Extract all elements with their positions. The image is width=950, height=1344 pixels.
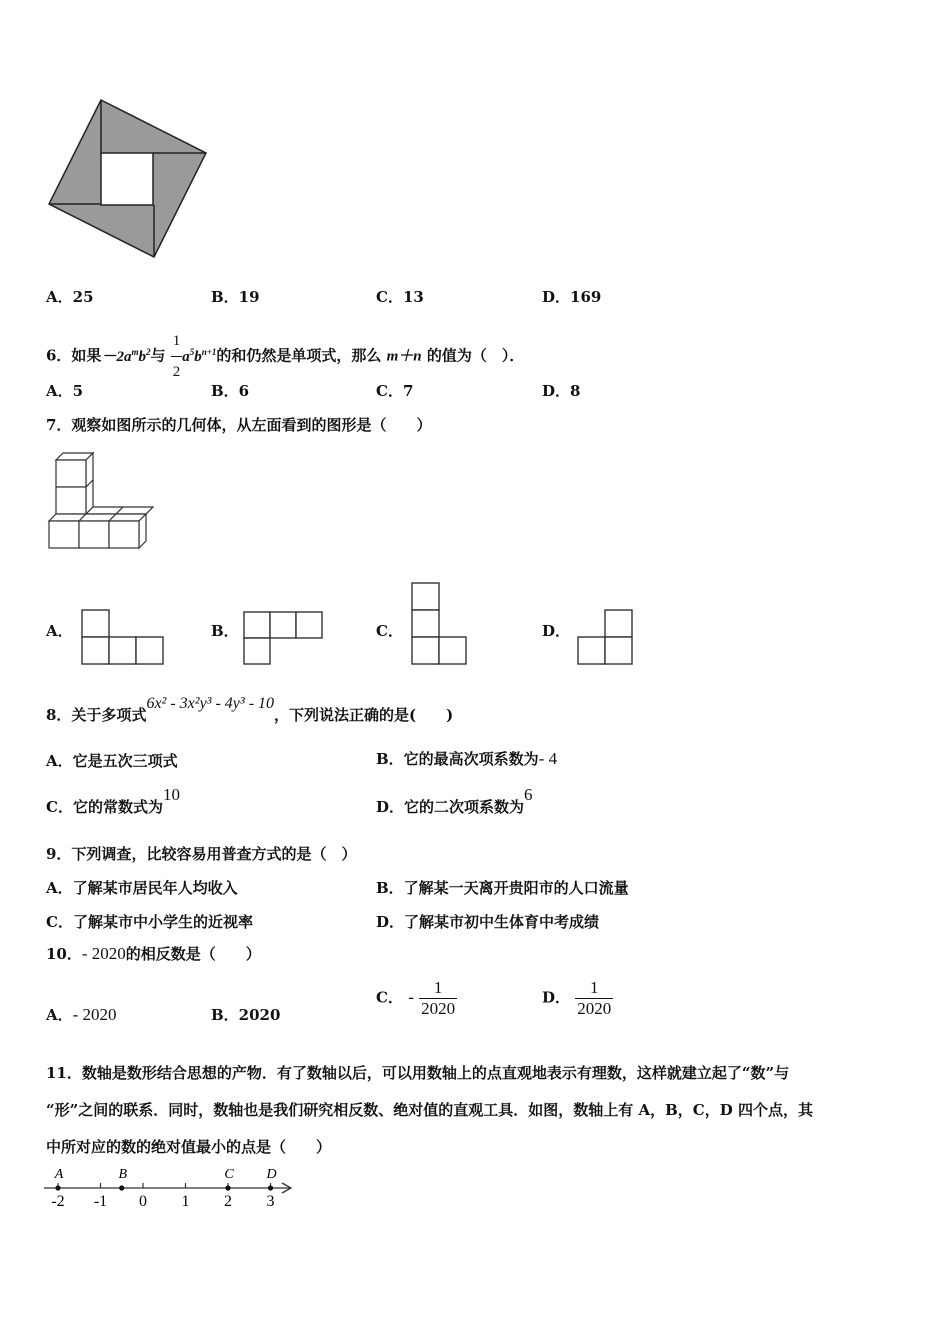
q8-option-c-value: 10 [162, 785, 180, 804]
number-line-point-label: B [118, 1167, 128, 1182]
q6-rest: 的和仍然是单项式，那么 [216, 346, 382, 365]
q6-term2: $a^5b^{n+1}$ [182, 346, 217, 365]
q5-option-d[interactable]: D．169 [542, 288, 602, 306]
q10-option-d-label: D． [542, 988, 571, 1007]
q6-option-b[interactable]: B．6 [211, 382, 250, 400]
q5-option-b[interactable]: B．19 [211, 288, 260, 306]
q9-option-a[interactable]: A．了解某市居民年人均收入 [46, 879, 238, 897]
q6-fraction: $\frac{1}{2}$ [171, 326, 183, 387]
q5-figure [44, 96, 210, 262]
q11-line-1: 11．数轴是数形结合思想的产物．有了数轴以后，可以用数轴上的点直观地表示有理数，这样就建立起了“数”与 [46, 1064, 790, 1082]
number-line-tick-label: 0 [139, 1193, 147, 1210]
q10-option-d-fraction: $\frac{1}{2020}$ [577, 978, 612, 1018]
q10-option-c-label: C． [376, 988, 403, 1007]
number-line-point-c [225, 1185, 230, 1190]
q10-option-c-fraction: $\frac{1}{2020}$ [421, 978, 456, 1018]
q6-number: 6．如果 [46, 346, 102, 365]
q7-solid-figure [44, 448, 154, 552]
number-line-point-label: C [224, 1167, 234, 1182]
q11-line-2: “形”之间的联系．同时，数轴也是我们研究相反数、绝对值的直观工具．如图，数轴上有 A，B，C，D 四个点，其 [46, 1101, 813, 1119]
q7-question: 7．观察如图所示的几何体，从左面看到的图形是（ ） [46, 416, 432, 434]
q7-option-c-figure[interactable] [410, 581, 470, 667]
q11-number-line [40, 1160, 300, 1216]
q8-option-a[interactable]: A．它是五次三项式 [46, 752, 178, 770]
q8-option-d-value: 6 [524, 785, 533, 804]
number-line-tick-label: 2 [224, 1193, 232, 1210]
q8-option-d-label: D．它的二次项系数为 [376, 798, 525, 816]
q5-option-c[interactable]: C．13 [376, 288, 424, 306]
q8-suffix: ，下列说法正确的是( ) [274, 706, 454, 724]
q8-polynomial: 6x² - 3x²y³ - 4y³ - 10 [146, 695, 275, 712]
q6-mn: m＋n [386, 348, 422, 365]
q10-option-b[interactable]: B．2020 [211, 1006, 281, 1024]
q10-option-a[interactable] [46, 1004, 117, 1025]
q10-question [46, 943, 261, 964]
q6-question [46, 326, 524, 387]
q8-option-c[interactable] [46, 784, 180, 816]
q7-option-c[interactable]: C． [376, 622, 403, 640]
q7-option-d-figure[interactable] [576, 608, 636, 668]
number-line-tick-label: -1 [93, 1193, 108, 1210]
number-line-point-label: A [54, 1167, 64, 1182]
q10-number: 10． [46, 945, 82, 963]
q10-option-a-value: - 2020 [72, 1005, 117, 1024]
number-line-point-label: D [266, 1167, 277, 1182]
q8-option-b-label: B．它的最高次项系数为 [376, 750, 539, 768]
q7-option-a[interactable]: A． [46, 622, 73, 640]
q10-option-a-label: A． [46, 1006, 73, 1024]
q10-tail: 的相反数是（ ） [125, 945, 261, 963]
number-line-point-b [119, 1185, 124, 1190]
q6-tail: 的值为（ ）． [426, 346, 525, 365]
q8-option-b-value: - 4 [538, 749, 558, 768]
q6-with: 与 [150, 346, 166, 365]
number-line-point-a [55, 1185, 60, 1190]
q10-option-c-sign: - [408, 987, 414, 1007]
q8-question [46, 692, 454, 724]
q6-option-c[interactable]: C．7 [376, 382, 414, 400]
number-line-tick-label: -2 [51, 1193, 65, 1210]
q6-option-d[interactable]: D．8 [542, 382, 581, 400]
q7-option-a-figure[interactable] [80, 608, 166, 666]
q10-option-d[interactable] [542, 978, 613, 1019]
q7-option-b[interactable]: B． [211, 622, 239, 640]
q8-option-c-label: C．它的常数式为 [46, 798, 163, 816]
q5-option-a[interactable]: A．25 [46, 288, 94, 306]
q7-option-d[interactable]: D． [542, 622, 571, 640]
q9-option-d[interactable]: D．了解某市初中生体育中考成绩 [376, 913, 600, 931]
number-line-tick-label: 1 [181, 1193, 190, 1210]
q8-option-d[interactable] [376, 784, 533, 816]
q8-prefix: 8．关于多项式 [46, 706, 147, 724]
q9-option-c[interactable]: C．了解某市中小学生的近视率 [46, 913, 253, 931]
q10-value: - 2020 [81, 944, 126, 963]
q11-line-3: 中所对应的数的绝对值最小的点是（ ） [46, 1138, 332, 1156]
q9-option-b[interactable]: B．了解某一天离开贵阳市的人口流量 [376, 879, 629, 897]
number-line-tick-label: 3 [266, 1193, 275, 1210]
q7-option-b-figure[interactable] [242, 610, 326, 666]
q9-question: 9．下列调查，比较容易用普查方式的是（ ） [46, 845, 357, 863]
q6-term1: $-2a^mb^2$ [101, 346, 151, 365]
q10-option-c[interactable] [376, 978, 457, 1019]
q8-option-b[interactable] [376, 748, 557, 769]
q6-option-a[interactable]: A．5 [46, 382, 84, 400]
number-line-point-d [268, 1185, 273, 1190]
